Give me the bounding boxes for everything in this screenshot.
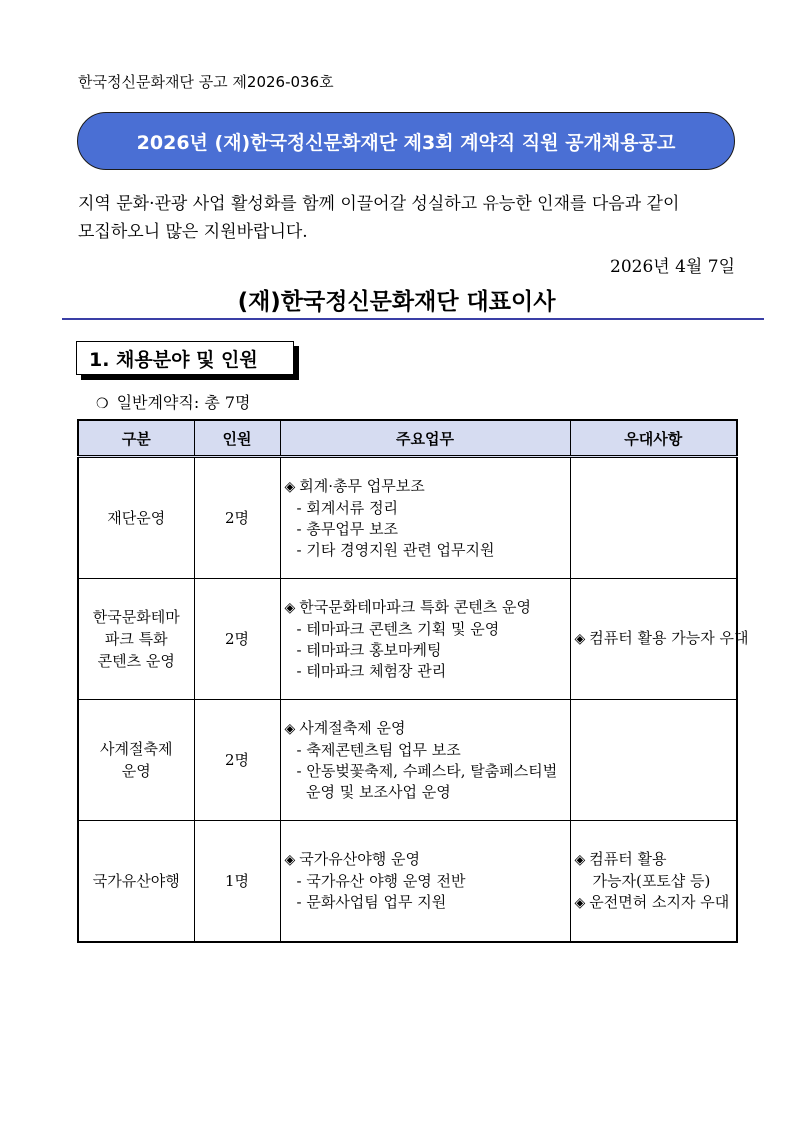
duty-item: - 문화사업팀 업무 지원 — [296, 893, 447, 911]
duty-item: - 테마파크 콘텐츠 기획 및 운영 — [296, 619, 500, 638]
duty-heading-text: 사계절축제 운영 — [299, 718, 406, 737]
header-category: 구분 — [78, 420, 194, 457]
diamond-bullet-icon: ◈ — [284, 599, 296, 616]
duty-item: - 회계서류 정리 — [296, 498, 399, 517]
diamond-bullet-icon: ◈ — [284, 720, 296, 737]
section-heading-recruitment — [76, 341, 294, 375]
table-body — [78, 457, 749, 943]
count-cell: 2명 — [194, 700, 280, 821]
preference-item — [575, 892, 733, 914]
count-cell: 1명 — [194, 821, 280, 943]
table-row — [78, 700, 737, 821]
duty-item: - 총무업무 보조 — [296, 519, 399, 538]
section-divider — [62, 318, 764, 320]
recruitment-total: 일반계약직: 총 7명 — [116, 393, 251, 412]
category-line: 재단운영 — [107, 509, 166, 527]
section-heading-text: 1. 채용분야 및 인원 — [89, 348, 258, 371]
category-cell — [78, 821, 194, 943]
notice-number: 한국정신문화재단 공고 제2026-036호 — [78, 73, 334, 91]
preference-cell — [570, 579, 749, 700]
preference-cell — [570, 457, 737, 579]
table-row — [78, 579, 737, 700]
duty-heading-text: 국가유산야행 운영 — [299, 850, 420, 868]
intro-line-1: 지역 문화·관광 사업 활성화를 함께 이끌어갈 성실하고 유능한 인재를 다음과 같이 — [78, 194, 680, 214]
preference-item — [575, 849, 733, 871]
preference-item — [574, 628, 749, 650]
diamond-bullet-icon: ◈ — [284, 852, 296, 868]
header-preferences: 우대사항 — [570, 420, 737, 457]
duties-cell — [280, 579, 570, 700]
duty-item: - 기타 경영지원 관련 업무지원 — [296, 540, 495, 559]
intro-paragraph — [78, 190, 738, 246]
duties-cell — [280, 821, 570, 943]
table-row — [78, 821, 737, 943]
category-line: 사계절축제 — [100, 740, 173, 758]
category-cell — [78, 579, 194, 700]
diamond-bullet-icon: ◈ — [574, 851, 586, 868]
preference-text: 운전면허 소지자 우대 — [589, 892, 730, 911]
recruitment-summary — [96, 390, 251, 413]
category-line: 한국문화테마 — [92, 608, 180, 626]
diamond-bullet-icon: ◈ — [574, 894, 586, 911]
category-cell — [78, 457, 194, 579]
duty-heading — [285, 849, 566, 871]
duty-heading — [285, 476, 566, 498]
announcement-title-banner — [77, 112, 735, 170]
category-line: 국가유산야행 — [92, 872, 180, 890]
category-line: 콘텐츠 운영 — [97, 652, 175, 670]
table-row — [78, 457, 737, 579]
recruitment-table — [77, 419, 749, 943]
circle-bullet-icon: ❍ — [96, 396, 109, 412]
diamond-bullet-icon: ◈ — [284, 478, 296, 495]
duty-heading — [285, 597, 566, 619]
preference-text: 컴퓨터 활용 — [589, 849, 667, 868]
notice-date: 2026년 4월 7일 — [610, 257, 735, 277]
duty-item: - 축제콘텐츠팀 업무 보조 — [296, 740, 461, 759]
duty-item: - 국가유산 야행 운영 전반 — [296, 872, 466, 890]
duty-heading-text: 한국문화테마파크 특화 콘텐츠 운영 — [299, 597, 531, 616]
preference-continuation: 가능자(포토샵 등) — [592, 871, 711, 890]
organization-signature: (재)한국정신문화재단 대표이사 — [237, 289, 556, 315]
duties-cell — [280, 700, 570, 821]
table-header-row — [78, 420, 737, 457]
preference-cell — [570, 821, 737, 943]
count-cell: 2명 — [194, 457, 280, 579]
count-cell: 2명 — [194, 579, 280, 700]
header-duties: 주요업무 — [280, 420, 570, 457]
preference-cell — [570, 700, 737, 821]
intro-line-2: 모집하오니 많은 지원바랍니다. — [78, 222, 308, 242]
announcement-title: 2026년 (재)한국정신문화재단 제3회 계약직 직원 공개채용공고 — [136, 131, 676, 154]
duty-heading — [285, 718, 566, 740]
header-count: 인원 — [194, 420, 280, 457]
duty-item: - 안동벚꽃축제, 수페스타, 탈춤페스티벌 — [296, 761, 558, 780]
duty-heading-text: 회계·총무 업무보조 — [299, 476, 425, 495]
duty-item: - 테마파크 체험장 관리 — [296, 661, 447, 680]
preference-text: 컴퓨터 활용 가능자 우대 — [589, 629, 749, 647]
duty-item: 운영 및 보조사업 운영 — [296, 782, 451, 801]
category-line: 파크 특화 — [104, 630, 168, 648]
duties-cell — [280, 457, 570, 579]
diamond-bullet-icon: ◈ — [574, 631, 586, 647]
category-line: 운영 — [121, 762, 151, 780]
category-cell — [78, 700, 194, 821]
duty-item: - 테마파크 홍보마케팅 — [296, 640, 442, 659]
